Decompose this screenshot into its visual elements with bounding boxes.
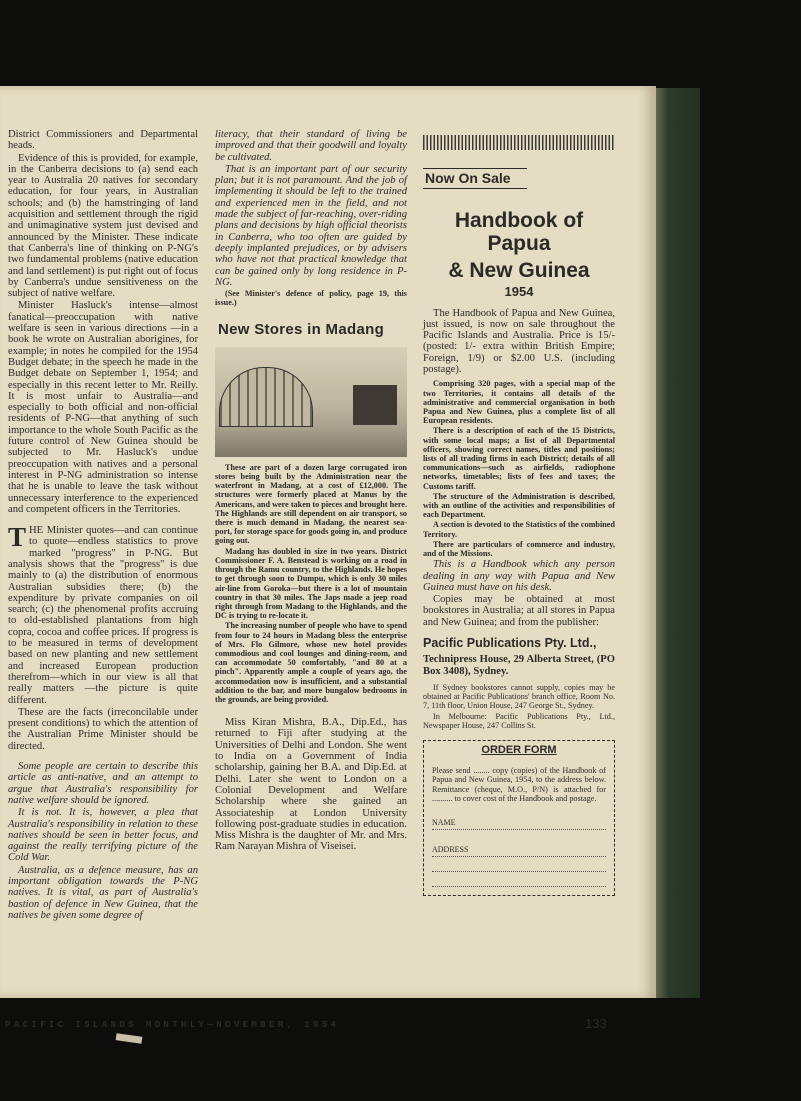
address-field[interactable] xyxy=(432,844,606,857)
paragraph: District Commissioners and Departmental heads. xyxy=(8,129,198,152)
drop-cap: T xyxy=(8,522,27,553)
paragraph-small: Comprising 320 pages, with a special map of the two Territories, it contains all details of the administrative and commercial organisation in both Papua and New Guinea, plus a complete list of all European residents. xyxy=(423,379,615,426)
building xyxy=(353,385,397,425)
paragraph-italic: literacy, that their standard of living be improved and that their goodwill and loyalty be cultivated. xyxy=(215,129,407,163)
page-number: 133 xyxy=(585,1016,607,1031)
caption-paragraph: Madang has doubled in size in two years. District Commissioner F. A. Benstead is working on a road in through the Ramu country, to the Highlands. He hopes to get through soon to Dumpu, which is only 30 miles air-line from Goroka—but there is a lot of mountain country in that 30 miles. The Japs made a jeep road right through from Madang to the Highlands, and the DC is trying to re-locate it. xyxy=(215,546,407,621)
handbook-year: 1954 xyxy=(504,284,534,300)
handbook-title-line2: & New Guinea xyxy=(448,259,590,283)
page-reference-note: (See Minister's defence of policy, page 19, this issue.) xyxy=(215,289,407,308)
paragraph: These are the facts (irreconcilable under present conditions) to which the attention of the Australian Prime Minister should be directed. xyxy=(8,706,198,752)
magazine-page xyxy=(0,86,656,1031)
order-form-text: Please send ........ copy (copies) of the Handbook of Papua and New Guinea, 1954, to the address below. Remittance (cheque, M.O., P/N) is attached for .......... to cover cost of the Handbook and postage. xyxy=(432,766,606,803)
column-right xyxy=(423,129,615,896)
stores-photo xyxy=(215,347,407,457)
paragraph-small: The structure of the Administration is described, with an outline of the activities and responsibilities of each Department. xyxy=(423,491,615,520)
address-line[interactable] xyxy=(432,857,606,872)
column-middle xyxy=(215,129,407,854)
paragraph-italic: Australia, as a defence measure, has an important obligation towards the P-NG natives. It is vital, as part of Australia's bastion of defence in New Guinea, that the natives be given some degree of xyxy=(8,864,198,921)
publisher-address: Technipress House, 29 Alberta Street, (PO Box 3408), Sydney. xyxy=(423,654,615,677)
name-field[interactable] xyxy=(432,817,606,830)
now-on-sale-label: Now On Sale xyxy=(423,168,527,189)
paper-scrap xyxy=(116,1033,143,1044)
paragraph-italic: It is not. It is, however, a plea that Australia's responsibility in relation to these natives should be seen in better focus, and against the really terrifying picture of the Cold War. xyxy=(8,807,198,864)
order-form-title: ORDER FORM xyxy=(481,743,557,756)
order-form[interactable] xyxy=(423,740,615,896)
paragraph-small: There are particulars of commerce and industry, and of the Missions. xyxy=(423,539,615,559)
paragraph: Evidence of this is provided, for example, in the Canberra decisions to (a) send each year to Australia 20 natives for secondary education, for four years, in Australian schools; and (b) the hamstringing of land acquisition and settlement through the rigid and unimaginative system just devised and announced by the Minister. These indicate that Canberra's line of thinking on P-NG's two fundamental problems (native education and land settlement) is put right out of focus by Canberra's undue sensitiveness on the subject of native welfare. xyxy=(8,152,198,300)
paragraph-italic: This is a Handbook which any person dealing in any way with Papua and New Guinea must have on his desk. xyxy=(423,559,615,593)
paragraph: Minister Hasluck's intense—almost fanatical—preoccupation with native welfare is seen in various directions —in a book he wrote on Australian aborigines, for example; in notes he compiled for the 1954 Budget debate; in the speech he made in the Budget debate on September 1, 1954; and especially in this recent letter to Mr. Reilly. It is most unfair to Australia—and especially to both official and non-official residents of P-NG—that anything of such importance to the whole South Pacific as the future control of New Guinea should be subjected to Mr. Hasluck's undue preoccupation with natives and a personal interest in P-NG administration so intense that he is unable to leave the task without unnecessary interference to the experienced and competent officers in the Territories. xyxy=(8,300,198,515)
photo-caption: These are part of a dozen large corrugated iron stores being built by the Administration near the waterfront in Madang, at a cost of £12,000. The structures were formerly placed at Manus by the Americans, and were taken to pieces and brought here. The Highlands are still dependent on air transport, so there is much demand in Madang, the nearest sea-port, for storage space for goods going in, and produce going out. xyxy=(215,462,407,546)
paragraph: Copies may be obtained at most bookstores in Australia; at all stores in Papua and New Guinea; and from the publisher: xyxy=(423,594,615,628)
publisher-name: Pacific Publications Pty. Ltd., xyxy=(423,636,597,651)
paragraph-small: In Melbourne: Pacific Publications Pty., Ltd., Newspaper House, 247 Collins St. xyxy=(423,711,615,730)
paragraph-small: If Sydney bookstores cannot supply, copies may be obtained at Pacific Publications' branch office, Room No. 7, 11th floor, Union House, 247 George St., Sydney. xyxy=(423,682,615,711)
quonset-hut xyxy=(219,367,313,427)
running-footer: PACIFIC ISLANDS MONTHLY—NOVEMBER, 1954 xyxy=(5,1020,340,1030)
news-item: Miss Kiran Mishra, B.A., Dip.Ed., has returned to Fiji after studying at the Universities of Delhi and London. She went to India on a Government of India scholarship, gaining her B.A. and Dip.Ed. at Delhi. Later she went to London on a Colonial Development and Welfare Scholarship where she gained an Associateship at London University following post-graduate studies in education. Miss Mishra is the daughter of Mr. and Mrs. Ram Narayan Mishra of Viseisei. xyxy=(215,717,407,853)
decorative-rule xyxy=(423,135,615,150)
column-left xyxy=(8,129,198,922)
paragraph-small: A section is devoted to the Statistics of the combined Territory. xyxy=(423,520,615,539)
paragraph-small: There is a description of each of the 15 Districts, with some local maps; a list of all Departmental officers, showing correct names, titles and positions; lists of all trading firms in each District; details of all communications—such as airfields, radiophone networks, timetables; lists of fees and taxes; the Customs tariff. xyxy=(423,426,615,491)
ground xyxy=(215,427,407,457)
caption-paragraph: The increasing number of people who have to spend from four to 24 hours in Madang bless the enterprise of Mrs. Flo Gilmore, whose new hotel provides commodious and cool lounges and dining-room, and can accommodate 50 comfortably, "and 80 at a pinch". Apparently ample a couple of years ago, the accommodation now is insufficient, and a substantial addition to the bar, and more bungalow bedrooms in the grounds, are being provided. xyxy=(215,621,407,704)
paragraph-italic: That is an important part of our security plan; but it is not paramount. And the job of implementing it should be left to the trained and experienced men in the field, and not made the subject of far-reaching, over-riding plans and decisions by high official theorists in Canberra, who too often are guided by deeply implanted prejudices, or by advisers who have not that practical knowledge that can be gained only by long residence in P-NG. xyxy=(215,163,407,288)
paragraph: The Handbook of Papua and New Guinea, just issued, is now on sale throughout the Pacific Islands and Australia. Price is 15/- (posted: 1/- extra within British Empire; Foreign, 1/9) or $2.00 U.S. (including postage). xyxy=(423,307,615,376)
paragraph-dropcap xyxy=(8,522,198,706)
name-label: NAME xyxy=(432,818,456,828)
paragraph-text: HE Minister quotes—and can continue to quote—endless statistics to prove marked "progress" in P-NG. But analysis shows that the "progress" is due mainly to (a) the distribution of enormous Australian subsidies there; (b) the expenditure by private companies on oil search; (c) the phenomenal profits accruing to old-established plantations from high copra, cocoa and coffee prices. If progress is to be measured in terms of development based on new planting and new settlement and increased European production therefrom—which in our view is all that really matters —the picture is quite different. xyxy=(8,525,198,706)
handbook-title-line1: Handbook of Papua xyxy=(454,209,584,256)
section-heading: New Stores in Madang xyxy=(218,320,385,338)
paragraph-italic: Some people are certain to describe this article as anti-native, and an attempt to argue that Australia's responsibility for native welfare should be ignored. xyxy=(8,761,198,806)
address-line[interactable] xyxy=(432,872,606,887)
address-label: ADDRESS xyxy=(432,845,469,855)
